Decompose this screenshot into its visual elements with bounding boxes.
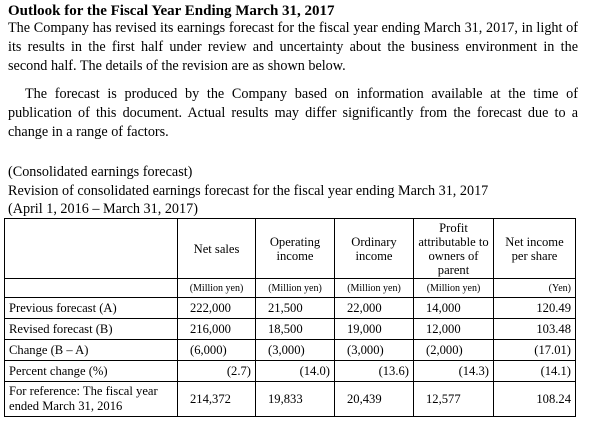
header-ordinary-income: Ordinary income bbox=[335, 219, 414, 279]
table-row bbox=[5, 361, 576, 382]
section-heading: Outlook for the Fiscal Year Ending March 31, 2017 bbox=[8, 3, 335, 19]
units-row bbox=[5, 279, 576, 298]
header-net-income-per-share: Net income per share bbox=[494, 219, 576, 279]
percent-profit-attributable: (14.3) bbox=[414, 361, 494, 382]
reference-operating-income: 19,833 bbox=[256, 382, 335, 417]
previous-net-income-per-share: 120.49 bbox=[494, 298, 576, 319]
table-caption: Revision of consolidated earnings forecast for the fiscal year ending March 31, 2017 bbox=[8, 183, 489, 199]
previous-operating-income: 21,500 bbox=[256, 298, 335, 319]
percent-operating-income: (14.0) bbox=[256, 361, 335, 382]
percent-net-income-per-share: (14.1) bbox=[494, 361, 576, 382]
unit-profit-attributable: (Million yen) bbox=[414, 279, 494, 298]
previous-profit-attributable: 14,000 bbox=[414, 298, 494, 319]
revised-net-sales: 216,000 bbox=[178, 319, 256, 340]
unit-ordinary-income: (Million yen) bbox=[335, 279, 414, 298]
header-net-sales: Net sales bbox=[178, 219, 256, 279]
row-label-revised: Revised forecast (B) bbox=[5, 319, 178, 340]
percent-net-sales: (2.7) bbox=[178, 361, 256, 382]
change-operating-income: (3,000) bbox=[256, 340, 335, 361]
header-profit-attributable: Profit attributable to owners of parent bbox=[414, 219, 494, 279]
unit-net-income-per-share: (Yen) bbox=[494, 279, 576, 298]
reference-net-sales: 214,372 bbox=[178, 382, 256, 417]
row-label-previous: Previous forecast (A) bbox=[5, 298, 178, 319]
revised-operating-income: 18,500 bbox=[256, 319, 335, 340]
header-blank bbox=[5, 219, 178, 279]
change-net-income-per-share: (17.01) bbox=[494, 340, 576, 361]
change-net-sales: (6,000) bbox=[178, 340, 256, 361]
revised-profit-attributable: 12,000 bbox=[414, 319, 494, 340]
change-ordinary-income: (3,000) bbox=[335, 340, 414, 361]
header-operating-income: Operating income bbox=[256, 219, 335, 279]
revised-net-income-per-share: 103.48 bbox=[494, 319, 576, 340]
previous-net-sales: 222,000 bbox=[178, 298, 256, 319]
table-row bbox=[5, 298, 576, 319]
row-label-percent: Percent change (%) bbox=[5, 361, 178, 382]
reference-ordinary-income: 20,439 bbox=[335, 382, 414, 417]
units-blank bbox=[5, 279, 178, 298]
unit-net-sales: (Million yen) bbox=[178, 279, 256, 298]
percent-ordinary-income: (13.6) bbox=[335, 361, 414, 382]
table-row bbox=[5, 382, 576, 417]
table-period: (April 1, 2016 – March 31, 2017) bbox=[8, 201, 198, 217]
earnings-forecast-table bbox=[4, 218, 576, 417]
table-row bbox=[5, 340, 576, 361]
revised-ordinary-income: 19,000 bbox=[335, 319, 414, 340]
reference-profit-attributable: 12,577 bbox=[414, 382, 494, 417]
reference-net-income-per-share: 108.24 bbox=[494, 382, 576, 417]
header-row bbox=[5, 219, 576, 279]
change-profit-attributable: (2,000) bbox=[414, 340, 494, 361]
table-row bbox=[5, 319, 576, 340]
section-label: (Consolidated earnings forecast) bbox=[8, 164, 193, 180]
row-label-change: Change (B – A) bbox=[5, 340, 178, 361]
previous-ordinary-income: 22,000 bbox=[335, 298, 414, 319]
unit-operating-income: (Million yen) bbox=[256, 279, 335, 298]
revision-paragraph: The Company has revised its earnings forecast for the fiscal year ending March 31, 2017, in light of its results in the first half under review and uncertainty about the business environment in the second half. The details of the revision are as shown below. bbox=[8, 20, 578, 74]
row-label-reference: For reference: The fiscal year ended March 31, 2016 bbox=[5, 382, 178, 417]
disclaimer-paragraph: The forecast is produced by the Company based on information available at the time of publication of this document. Actual results may differ significantly from the forecast due to a change in a range of factors. bbox=[8, 86, 578, 140]
